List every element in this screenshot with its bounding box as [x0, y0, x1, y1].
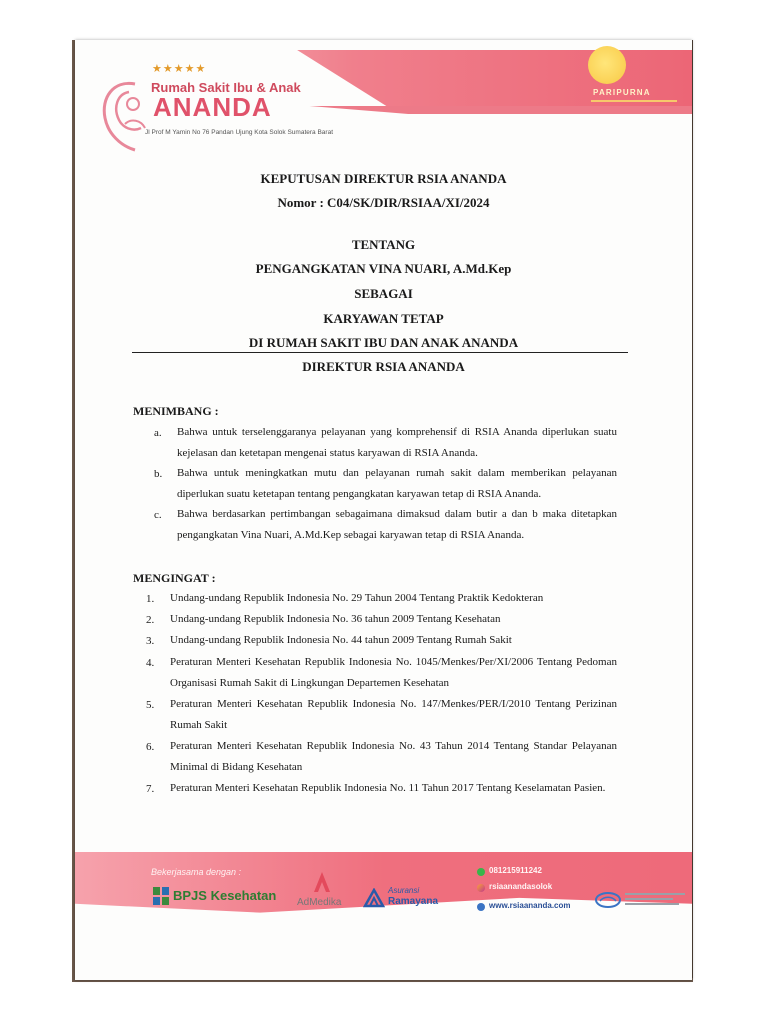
list-item-text: Peraturan Menteri Kesehatan Republik Indonesia No. 147/Menkes/PER/I/2010 Tentang Perizinan Rumah Sakit: [170, 698, 617, 731]
mother-child-logo-icon: [95, 74, 157, 154]
bpjs-partner: BPJS Kesehatan: [173, 888, 277, 903]
decree-place: DI RUMAH SAKIT IBU DAN ANAK ANANDA: [248, 335, 519, 350]
partner-badge-text: [625, 893, 685, 908]
list-item-marker: c.: [154, 509, 162, 521]
decree-number: Nomor : C04/SK/DIR/RSIAA/XI/2024: [277, 195, 490, 210]
admedika-logo-icon: [312, 870, 332, 894]
hospital-brand: ANANDA: [153, 92, 272, 122]
title-divider: [132, 352, 628, 353]
ramayana-partner: Ramayana: [388, 896, 439, 907]
list-item-marker: 6.: [146, 741, 155, 753]
hospital-address: Jl Prof M Yamin No 76 Pandan Ujung Kota Solok Sumatera Barat: [145, 129, 333, 136]
rating-stars: ★★★★★: [152, 62, 207, 75]
list-item-text: Undang-undang Republik Indonesia No. 36 tahun 2009 Tentang Kesehatan: [170, 613, 501, 625]
paripurna-sun-icon: [588, 46, 626, 84]
list-item-text: Bahwa untuk terselenggaranya pelayanan yang komprehensif di RSIA Ananda diperlukan suatu kejelasan dan ketetapan mengenai status karyawan di RSIA Ananda.: [177, 426, 617, 459]
list-item-marker: a.: [154, 427, 162, 439]
list-item-text: Bahwa berdasarkan pertimbangan sebagaimana dimaksud dalam butir a dan b maka ditetapkan pengangkatan Vina Nuari, A.Md.Kep sebagai karyawan tetap di RSIA Ananda.: [177, 508, 617, 541]
partner-label: Bekerjasama dengan :: [151, 867, 242, 877]
letter-page: [75, 40, 692, 980]
list-item-marker: 7.: [146, 783, 155, 795]
list-item-text: Peraturan Menteri Kesehatan Republik Indonesia No. 1045/Menkes/Per/XI/2006 Tentang Pedoman Organisasi Rumah Sakit di Lingkungan Departemen Kesehatan: [170, 656, 617, 689]
list-item-marker: 1.: [146, 593, 155, 605]
contact-instagram: rsiaanandasolok: [489, 882, 553, 891]
decree-issuer: DIREKTUR RSIA ANANDA: [302, 359, 465, 374]
decree-title: KEPUTUSAN DIREKTUR RSIA ANANDA: [260, 171, 507, 186]
decree-subject: PENGANGKATAN VINA NUARI, A.Md.Kep: [255, 261, 512, 276]
ramayana-logo-icon: [363, 888, 385, 908]
instagram-icon: [477, 884, 485, 892]
ramayana-partner-caption: Asuransi: [388, 886, 420, 895]
list-item-text: Peraturan Menteri Kesehatan Republik Indonesia No. 43 Tahun 2014 Tentang Standar Pelayanan Minimal di Bidang Kesehatan: [170, 740, 617, 773]
list-item-marker: 5.: [146, 699, 155, 711]
contact-phone: 081215911242: [489, 866, 542, 875]
contact-website: www.rsiaananda.com: [489, 901, 571, 910]
decree-as: SEBAGAI: [354, 286, 413, 301]
list-item-text: Undang-undang Republik Indonesia No. 44 tahun 2009 Tentang Rumah Sakit: [170, 634, 512, 646]
admedika-partner: AdMedika: [297, 897, 342, 908]
whatsapp-icon: [477, 868, 485, 876]
decree-about: TENTANG: [351, 237, 416, 252]
partner-badge-icon: [595, 892, 621, 908]
list-item-text: Bahwa untuk meningkatkan mutu dan pelayanan rumah sakit dalam memberikan pelayanan diperlukan suatu ketetapan tentang pengangkatan karyawan tetap di RSIA Ananda.: [177, 467, 617, 500]
list-item-marker: 3.: [146, 635, 155, 647]
list-item-text: Peraturan Menteri Kesehatan Republik Indonesia No. 11 Tahun 2017 Tentang Keselamatan Pasien.: [170, 782, 606, 794]
list-item-marker: b.: [154, 468, 163, 480]
section-heading-menimbang: MENIMBANG :: [133, 404, 219, 418]
accreditation-underline: [591, 100, 677, 102]
section-heading-mengingat: MENGINGAT :: [133, 571, 216, 585]
list-item-marker: 2.: [146, 614, 155, 626]
globe-icon: [477, 903, 485, 911]
accreditation-label: PARIPURNA: [593, 88, 651, 97]
list-item-marker: 4.: [146, 657, 155, 669]
bpjs-logo-icon: [152, 886, 170, 906]
list-item-text: Undang-undang Republik Indonesia No. 29 Tahun 2004 Tentang Praktik Kedokteran: [170, 592, 544, 604]
hospital-name: Rumah Sakit Ibu & Anak: [151, 80, 301, 95]
decree-status: KARYAWAN TETAP: [323, 311, 444, 326]
